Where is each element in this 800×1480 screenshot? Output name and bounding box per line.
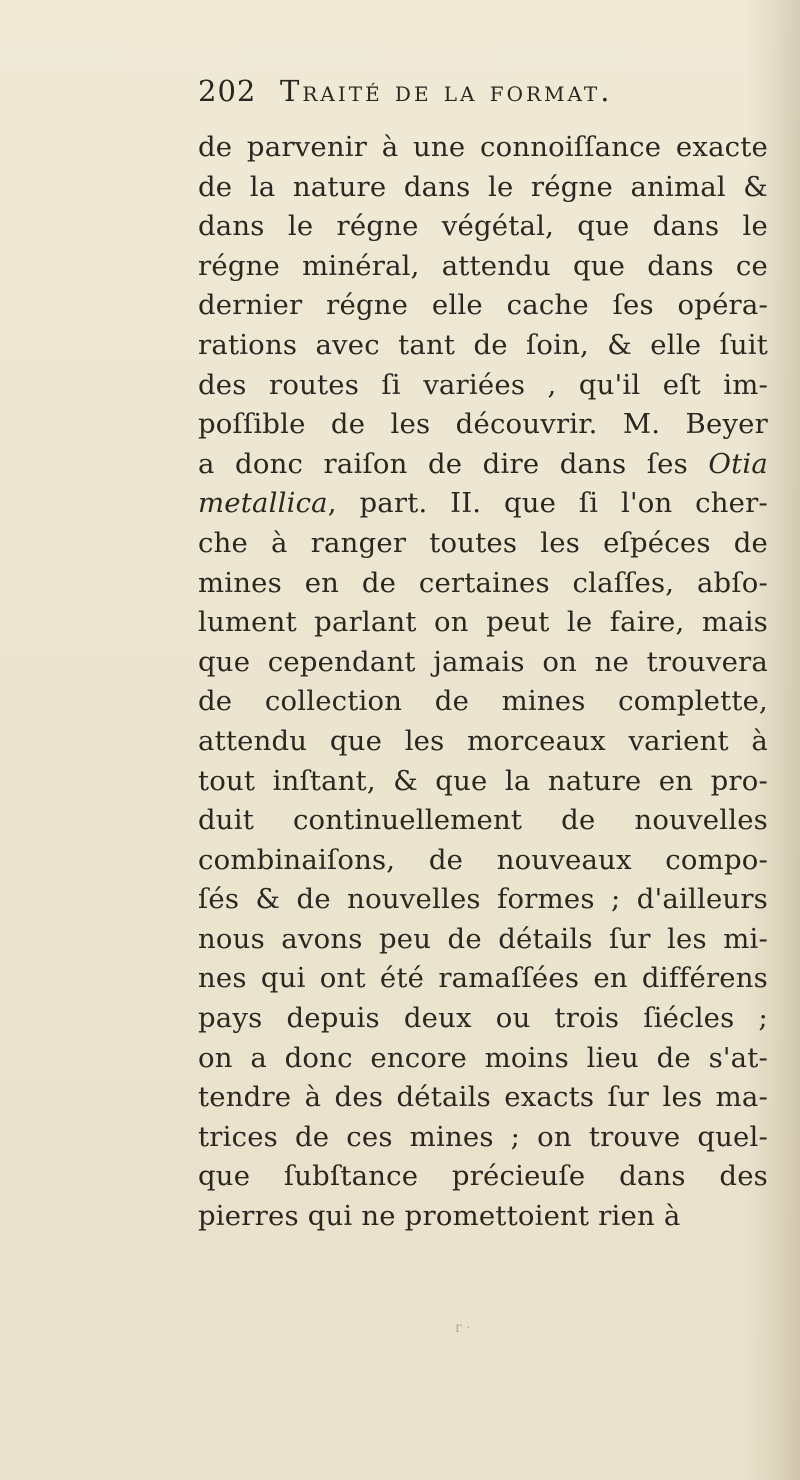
- text-line: nous avons peu de détails ſur les mi-: [198, 922, 768, 955]
- text-line: on a donc encore moins lieu de s'at-: [198, 1041, 768, 1074]
- text-line: pays depuis deux ou trois ſiécles ;: [198, 1002, 768, 1035]
- text-line: dernier régne elle cache ſes opéra-: [198, 289, 768, 322]
- text-line: mines en de certaines claſſes, abſo-: [198, 566, 768, 599]
- text-line: lument parlant on peut le faire, mais: [198, 606, 768, 639]
- text-line: tendre à des détails exacts ſur les ma-: [198, 1081, 768, 1114]
- text-line: attendu que les morceaux varient à: [198, 724, 768, 757]
- text-line: de parvenir à une connoiſſance exacte: [198, 131, 768, 163]
- text-line: des routes ſi variées , qu'il eſt im-: [198, 368, 768, 401]
- text-line: [198, 484, 768, 524]
- text-line: che à ranger toutes les eſpéces de: [198, 526, 768, 559]
- text-line: que cependant jamais on ne trouvera: [198, 645, 768, 678]
- text-line: dans le régne végétal, que dans le: [198, 210, 768, 243]
- text-line: duit continuellement de nouvelles: [198, 804, 768, 837]
- text-line: poſſible de les découvrir. M. Beyer: [198, 408, 768, 441]
- page-number: 202: [198, 74, 257, 108]
- ink-speck: r ·: [455, 1320, 471, 1336]
- text-line: [198, 445, 768, 485]
- italic-title-word: Otia: [708, 447, 768, 480]
- text-line: régne minéral, attendu que dans ce: [198, 249, 768, 282]
- page-header: [198, 74, 718, 122]
- italic-title-word: metallica: [198, 487, 328, 520]
- running-title: Traité de la format.: [280, 74, 613, 108]
- body-text: [198, 128, 768, 1237]
- text-line: rations avec tant de ſoin, & elle ſuit: [198, 328, 768, 361]
- text-line: ſés & de nouvelles formes ; d'ailleurs: [198, 883, 768, 916]
- text-line: tout inſtant, & que la nature en pro-: [198, 764, 768, 797]
- text-line: de collection de mines complette,: [198, 685, 768, 718]
- text-segment: a donc raiſon de dire dans ſes: [198, 447, 688, 480]
- text-line: pierres qui ne promettoient rien à: [198, 1200, 681, 1233]
- text-line: nes qui ont été ramaſſées en différens: [198, 962, 768, 995]
- text-line: trices de ces mines ; on trouve quel-: [198, 1120, 768, 1153]
- text-segment: , part. II. que ſi l'on cher-: [327, 487, 768, 520]
- text-line: combinaiſons, de nouveaux compo-: [198, 843, 768, 876]
- text-line: que ſubſtance précieuſe dans des: [198, 1160, 768, 1193]
- text-line: de la nature dans le régne animal &: [198, 170, 768, 203]
